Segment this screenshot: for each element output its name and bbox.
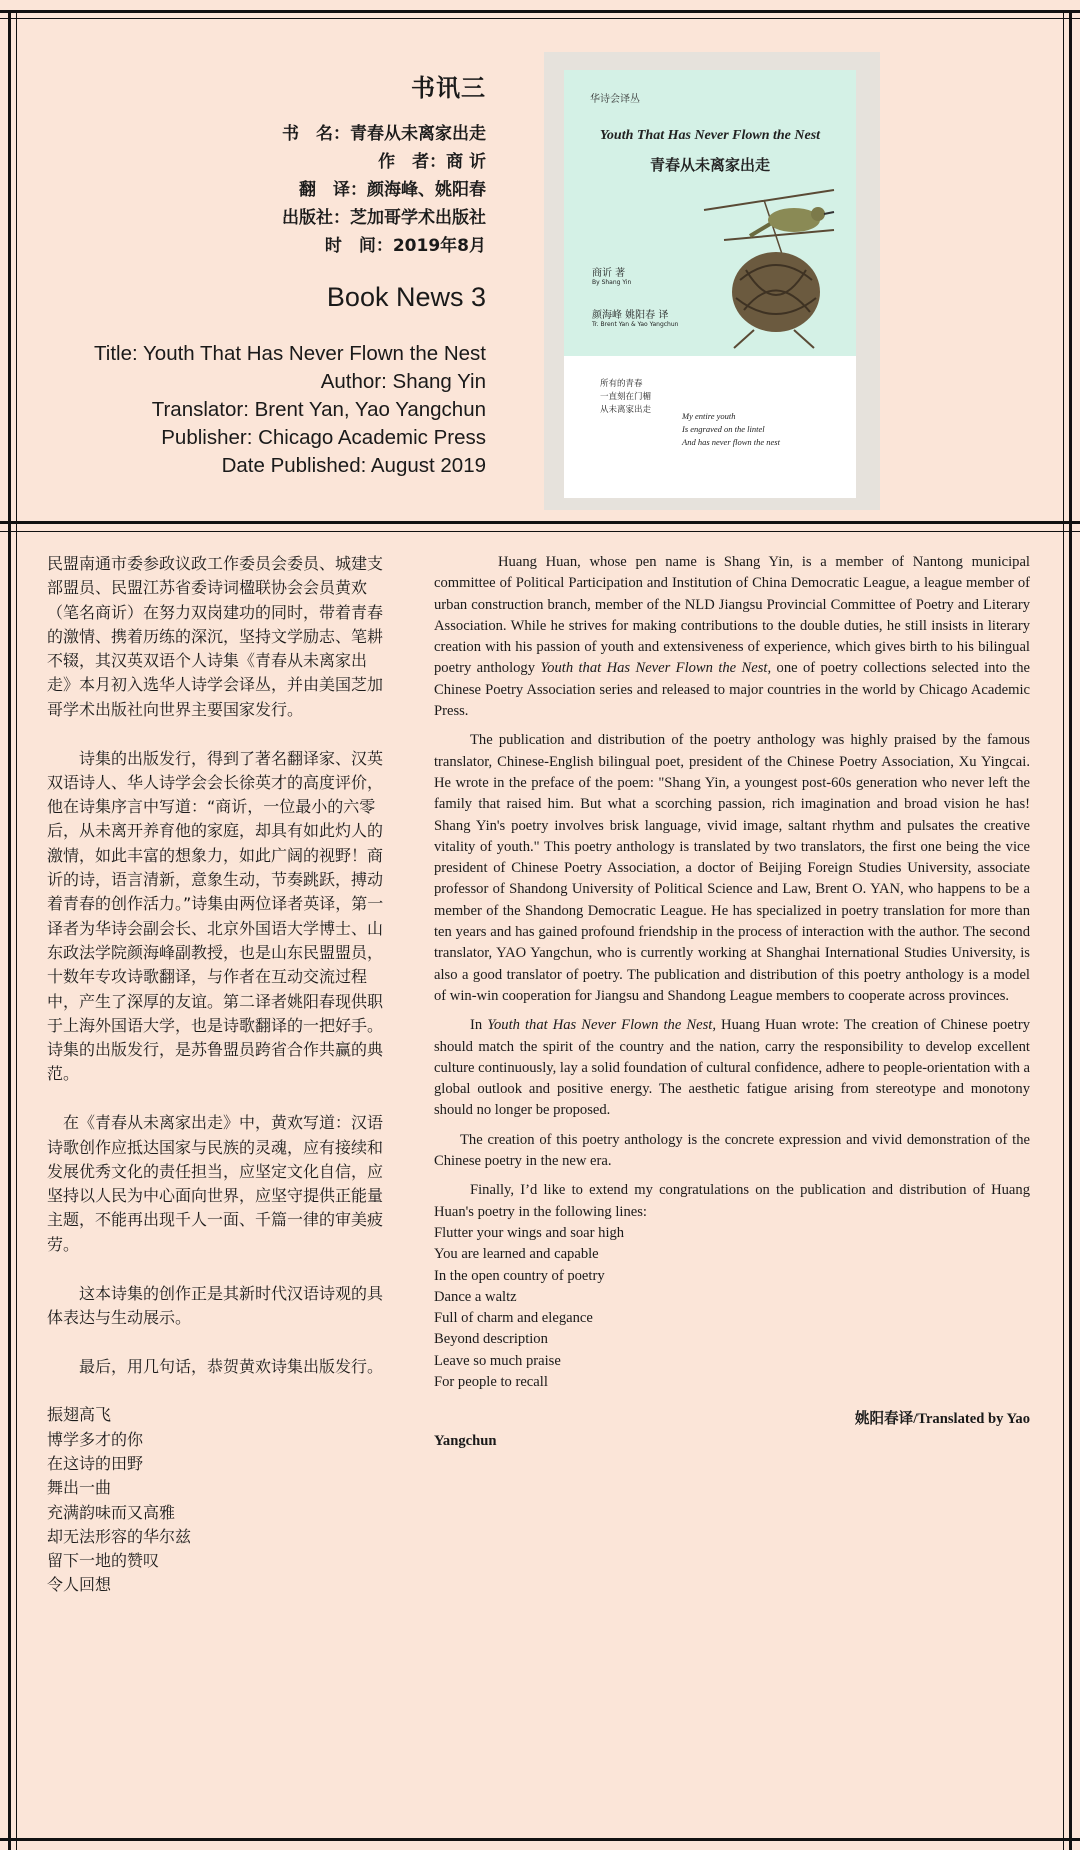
cn-poem-line: 充满韵味而又高雅 — [47, 1502, 176, 1522]
cn-meta-date: 时 间：2019年8月 — [324, 236, 486, 256]
en-text: Huang Huan wrote: The creation of Chinese poetry should match the spirit of the country and the nation, carry the responsibility to develop excellent culture continuously, lay a solid foundation of cultural confidence, adhere to people-orientation with a global outlook and positive energy. The aesthetic fatigue arising from stereotype and monotony should no longer be proposed. — [434, 1017, 1030, 1119]
cn-paragraph: 诗集的出版发行，得到了著名翻译家、汉英双语诗人、华人诗学会会长徐英才的高度评价，他在诗集序言中写道：“商䜣，一位最小的六零后，从未离开养育他的家庭，却具有如此灼人的激情，如此丰富的想象力，如此广阔的视野！商䜣的诗，语言清新，意象生动，节奏跳跃，搏动着青春的创作活力。”诗集由两位译者英译，第一译者为华诗会副会长、北京外国语大学博士、山东政法学院颜海峰副教授，也是山东民盟盟员，十数年专攻诗歌翻译，与作者在互动交流过程中，产生了深厚的友谊。第二译者姚阳春现供职于上海外国语大学，也是诗歌翻译的一把好手。诗集的出版发行，是苏鲁盟员跨省合作共赢的典范。 — [47, 748, 384, 1084]
en-text: Huang Huan, whose pen name is Shang Yin, is a member of Nantong municipal committee of Political Participation and Institution of China Democratic League, a league member of urban construction branch, member of the NLD Jiangsu Provincial Committee of Poetry and Literary Association. While he strives for making contributions to the double duties, he still insists in literary creation with his passion of youth and extensiveness of experience, which gives birth to his bilingual poetry anthology — [434, 554, 1030, 677]
cn-paragraph: 民盟南通市委参政议政工作委员会委员、城建支部盟员、民盟江苏省委诗词楹联协会会员黄欢（笔名商䜣）在努力双岗建功的同时，带着青春的激情、携着历练的深沉，坚持文学励志、笔耕不辍，其汉英双语个人诗集《青春从未离家出走》本月初入选华人诗学会译丛，并由美国芝加哥学术出版社向世界主要国家发行。 — [47, 554, 384, 719]
en-poem-line: In the open country of poetry — [434, 1267, 605, 1284]
en-poem-line: Full of charm and elegance — [434, 1310, 593, 1327]
en-paragraph: The publication and distribution of the poetry anthology was highly praised by the famous translator, Chinese-English bilingual poet, president of the Chinese Poetry Association, Xu Yingcai. He wrote in the preface of the poem: "Shang Yin, a youngest post-60s generation who never left the family that raised him. But what a scorching passion, rich imagination and broad vision he has! Shang Yin's poetry involves brisk language, vivid image, saltant rhythm and pulsates the creative vitality of youth." This poetry anthology is translated by two translators, the first one being the vice president of Chinese Poetry Association, a doctor of Beijing Foreign Studies University, associate professor of Shandong University of Political Science and Law, Brent O. YAN, who happens to be a member of the Shandong Democratic League. He has specialized in poetry translation for more than ten years and has gained profound friendship in the process of interaction with the author. The second translator, YAO Yangchun, who is currently working at Shanghai International Studies University, is also a good translator of poetry. The publication and distribution of this poetry anthology is a model of win-win cooperation for Jiangsu and Shandong League members to cooperate across provinces. — [434, 732, 1030, 1004]
en-poem-line: For people to recall — [434, 1373, 548, 1390]
cover-poem-cn — [600, 378, 651, 417]
border-right-outer — [1069, 10, 1072, 1850]
cn-meta-author: 作 者：商 䜣 — [378, 152, 486, 172]
en-paragraph: Finally, I’d like to extend my congratulations on the publication and distribution of Huang Huan's poetry in the following lines: — [434, 1182, 1030, 1220]
signature-line-1: 姚阳春译/Translated by Yao — [854, 1411, 1030, 1428]
cover-en-title: Youth That Has Never Flown the Nest — [599, 128, 821, 143]
en-meta-translator: Translator: Brent Yan, Yao Yangchun — [151, 398, 486, 421]
cn-poem-line: 留下一地的赞叹 — [47, 1551, 160, 1571]
en-paragraph — [434, 1015, 1030, 1121]
en-poem — [434, 1223, 1030, 1393]
cover-translators-en: Tr. Brent Yan & Yao Yangchun — [592, 321, 679, 328]
signature-line-2: Yangchun — [434, 1432, 497, 1449]
en-book-title: Youth that Has Never Flown the Nest, — [540, 660, 772, 677]
en-meta — [94, 340, 486, 480]
cover-translators-cn: 颜海峰 姚阳春 译 — [592, 310, 669, 321]
border-left-outer — [8, 10, 11, 1850]
divider-lower — [0, 531, 1080, 532]
en-text: In — [470, 1017, 483, 1034]
english-article — [434, 552, 1030, 1452]
en-poem-line: Dance a waltz — [434, 1288, 517, 1305]
cover-poem-cn-line: 一直刻在门楣 — [600, 392, 652, 402]
book-cover-photo — [544, 52, 880, 510]
cover-poem-en-line: And has never flown the nest — [682, 437, 780, 447]
cn-poem-line: 却无法形容的华尔兹 — [47, 1526, 192, 1546]
cover-poem-cn-line: 从未离家出走 — [600, 405, 652, 415]
en-paragraph — [434, 552, 1030, 722]
book-cover — [564, 70, 856, 498]
cover-poem-en — [682, 410, 780, 449]
cn-paragraph: 这本诗集的创作正是其新时代汉语诗观的具体表达与生动展示。 — [47, 1283, 384, 1327]
border-top-outer — [0, 10, 1080, 13]
cn-paragraph: 最后，用几句话，恭贺黄欢诗集出版发行。 — [79, 1356, 384, 1376]
cn-poem-line: 振翅高飞 — [47, 1405, 112, 1425]
cn-poem-line: 舞出一曲 — [47, 1478, 112, 1498]
cover-author-en: By Shang Yin — [592, 279, 632, 286]
en-meta-date: Date Published: August 2019 — [221, 454, 486, 477]
border-bottom — [0, 1838, 1080, 1841]
cn-poem-line: 博学多才的你 — [47, 1429, 144, 1449]
cn-meta-publisher: 出版社：芝加哥学术出版社 — [282, 208, 486, 228]
bird-nest-illustration — [694, 180, 844, 350]
en-text: one of poetry collections selected into the Chinese Poetry Association series and released to major countries in the world by Chicago Academic Press. — [434, 660, 1030, 720]
cover-cn-title: 青春从未离家出走 — [649, 156, 770, 174]
cn-meta — [282, 120, 486, 260]
cn-meta-translator: 翻 译：颜海峰、姚阳春 — [299, 180, 486, 200]
en-meta-title: Title: Youth That Has Never Flown the Nest — [94, 342, 486, 365]
en-title: Book News 3 — [326, 282, 486, 312]
cover-poem-cn-line: 所有的青春 — [600, 379, 643, 389]
translator-signature — [434, 1409, 1030, 1452]
cover-poem-en-line: Is engraved on the lintel — [682, 424, 765, 434]
chinese-article — [47, 552, 385, 1598]
cn-poem — [47, 1403, 385, 1597]
en-paragraph: The creation of this poetry anthology is the concrete expression and vivid demonstration of the Chinese poetry in the new era. — [434, 1131, 1030, 1170]
en-book-title: Youth that Has Never Flown the Nest, — [487, 1017, 716, 1034]
cn-paragraph: 在《青春从未离家出走》中，黄欢写道：汉语诗歌创作应抵达国家与民族的灵魂，应有接续和发展优秀文化的责任担当，应坚定文化自信，应坚持以人民为中心面向世界，应坚守提供正能量主题，不能再出现千人一面、千篇一律的审美疲劳。 — [47, 1113, 384, 1254]
en-poem-line: Flutter your wings and soar high — [434, 1224, 625, 1241]
en-meta-publisher: Publisher: Chicago Academic Press — [161, 426, 486, 449]
en-poem-line: You are learned and capable — [434, 1246, 599, 1263]
cover-author-cn: 商䜣 著 — [592, 268, 626, 279]
en-poem-line: Leave so much praise — [434, 1352, 561, 1369]
cn-title: 书讯三 — [411, 74, 486, 102]
cn-poem-line: 令人回想 — [47, 1575, 112, 1595]
cover-series: 华诗会译丛 — [590, 94, 640, 105]
cn-poem-line: 在这诗的田野 — [47, 1454, 144, 1473]
cover-poem-en-line: My entire youth — [682, 411, 736, 421]
en-meta-author: Author: Shang Yin — [320, 370, 486, 393]
en-poem-line: Beyond description — [434, 1331, 548, 1348]
cn-meta-title: 书 名：青春从未离家出走 — [282, 124, 486, 144]
book-news-header — [16, 16, 1064, 523]
